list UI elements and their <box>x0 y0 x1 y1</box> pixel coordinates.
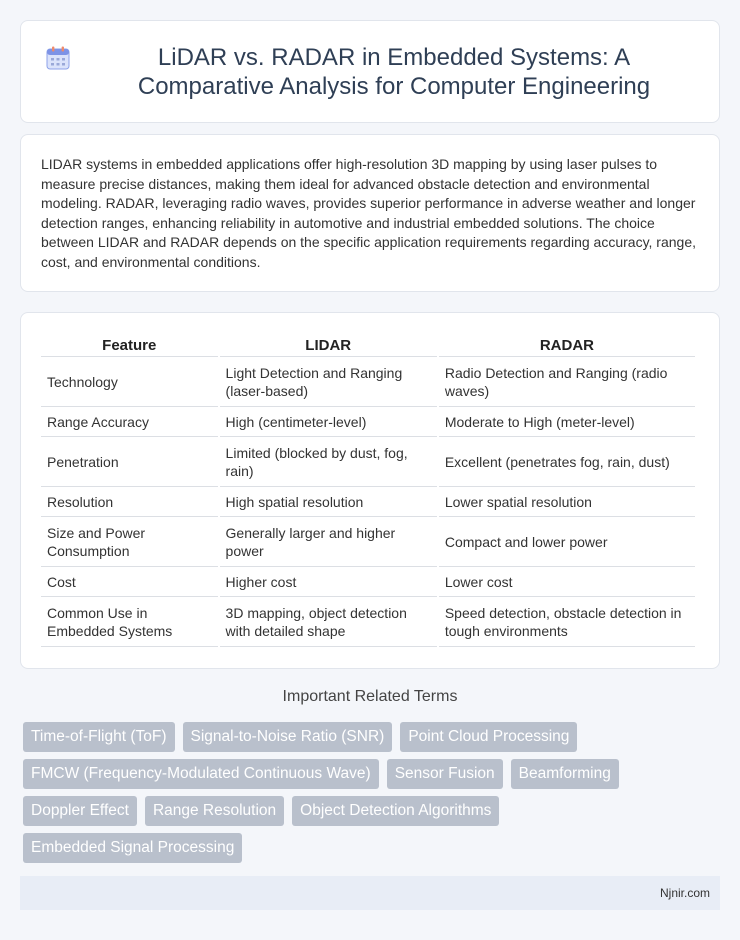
term-tag[interactable]: Point Cloud Processing <box>400 722 577 752</box>
table-cell: High (centimeter-level) <box>220 407 437 437</box>
table-cell: Higher cost <box>220 567 437 597</box>
table-cell: Speed detection, obstacle detection in tough environments <box>439 597 695 647</box>
footer <box>20 876 720 910</box>
table-cell: Lower spatial resolution <box>439 487 695 517</box>
header-lidar: LIDAR <box>220 335 437 357</box>
table-row <box>41 567 695 597</box>
table-cell: Compact and lower power <box>439 517 695 567</box>
table-cell: High spatial resolution <box>220 487 437 517</box>
table-cell: Common Use in Embedded Systems <box>41 597 218 647</box>
related-terms-list <box>23 722 703 870</box>
term-tag[interactable]: Doppler Effect <box>23 796 137 826</box>
term-tag[interactable]: Signal-to-Noise Ratio (SNR) <box>183 722 393 752</box>
header-radar: RADAR <box>439 335 695 357</box>
table-cell: Range Accuracy <box>41 407 218 437</box>
table-cell: Cost <box>41 567 218 597</box>
term-tag[interactable]: Sensor Fusion <box>387 759 503 789</box>
table-cell: Radio Detection and Ranging (radio waves) <box>439 357 695 407</box>
intro-card <box>20 134 720 292</box>
table-row <box>41 487 695 517</box>
term-tag[interactable]: FMCW (Frequency-Modulated Continuous Wave) <box>23 759 379 789</box>
table-cell: Excellent (penetrates fog, rain, dust) <box>439 437 695 487</box>
table-cell: Size and Power Consumption <box>41 517 218 567</box>
header-card <box>20 20 720 123</box>
comparison-table-card <box>20 312 720 669</box>
table-cell: Limited (blocked by dust, fog, rain) <box>220 437 437 487</box>
term-tag[interactable]: Beamforming <box>511 759 619 789</box>
table-cell: 3D mapping, object detection with detailed shape <box>220 597 437 647</box>
table-row <box>41 597 695 647</box>
table-row <box>41 517 695 567</box>
table-row <box>41 357 695 407</box>
related-terms-title: Important Related Terms <box>282 688 458 705</box>
page-title: LiDAR vs. RADAR in Embedded Systems: A Comparative Analysis for Computer Engineering <box>137 43 651 100</box>
table-cell: Moderate to High (meter-level) <box>439 407 695 437</box>
term-tag[interactable]: Time-of-Flight (ToF) <box>23 722 175 752</box>
table-cell: Light Detection and Ranging (laser-based) <box>220 357 437 407</box>
table-row <box>41 407 695 437</box>
intro-paragraph: LIDAR systems in embedded applications offer high-resolution 3D mapping by using laser pulses to measure precise distances, making them ideal for advanced obstacle detection and environmental modeling. RADAR, leveraging radio waves, provides superior performance in adverse weather and longer detection ranges, enhancing reliability in automotive and industrial embedded solutions. The choice between LIDAR and RADAR depends on the specific application requirements regarding accuracy, range, cost, and environmental conditions. <box>41 156 696 270</box>
comparison-table <box>39 335 697 647</box>
footer-brand[interactable]: Njnir.com <box>659 886 710 900</box>
term-tag[interactable]: Object Detection Algorithms <box>292 796 499 826</box>
table-cell: Technology <box>41 357 218 407</box>
term-tag[interactable]: Embedded Signal Processing <box>23 833 242 863</box>
calendar-icon <box>45 45 71 71</box>
table-cell: Resolution <box>41 487 218 517</box>
term-tag[interactable]: Range Resolution <box>145 796 284 826</box>
table-row <box>41 437 695 487</box>
table-cell: Generally larger and higher power <box>220 517 437 567</box>
table-cell: Lower cost <box>439 567 695 597</box>
table-header-row <box>41 335 695 357</box>
table-cell: Penetration <box>41 437 218 487</box>
header-feature: Feature <box>41 335 218 357</box>
